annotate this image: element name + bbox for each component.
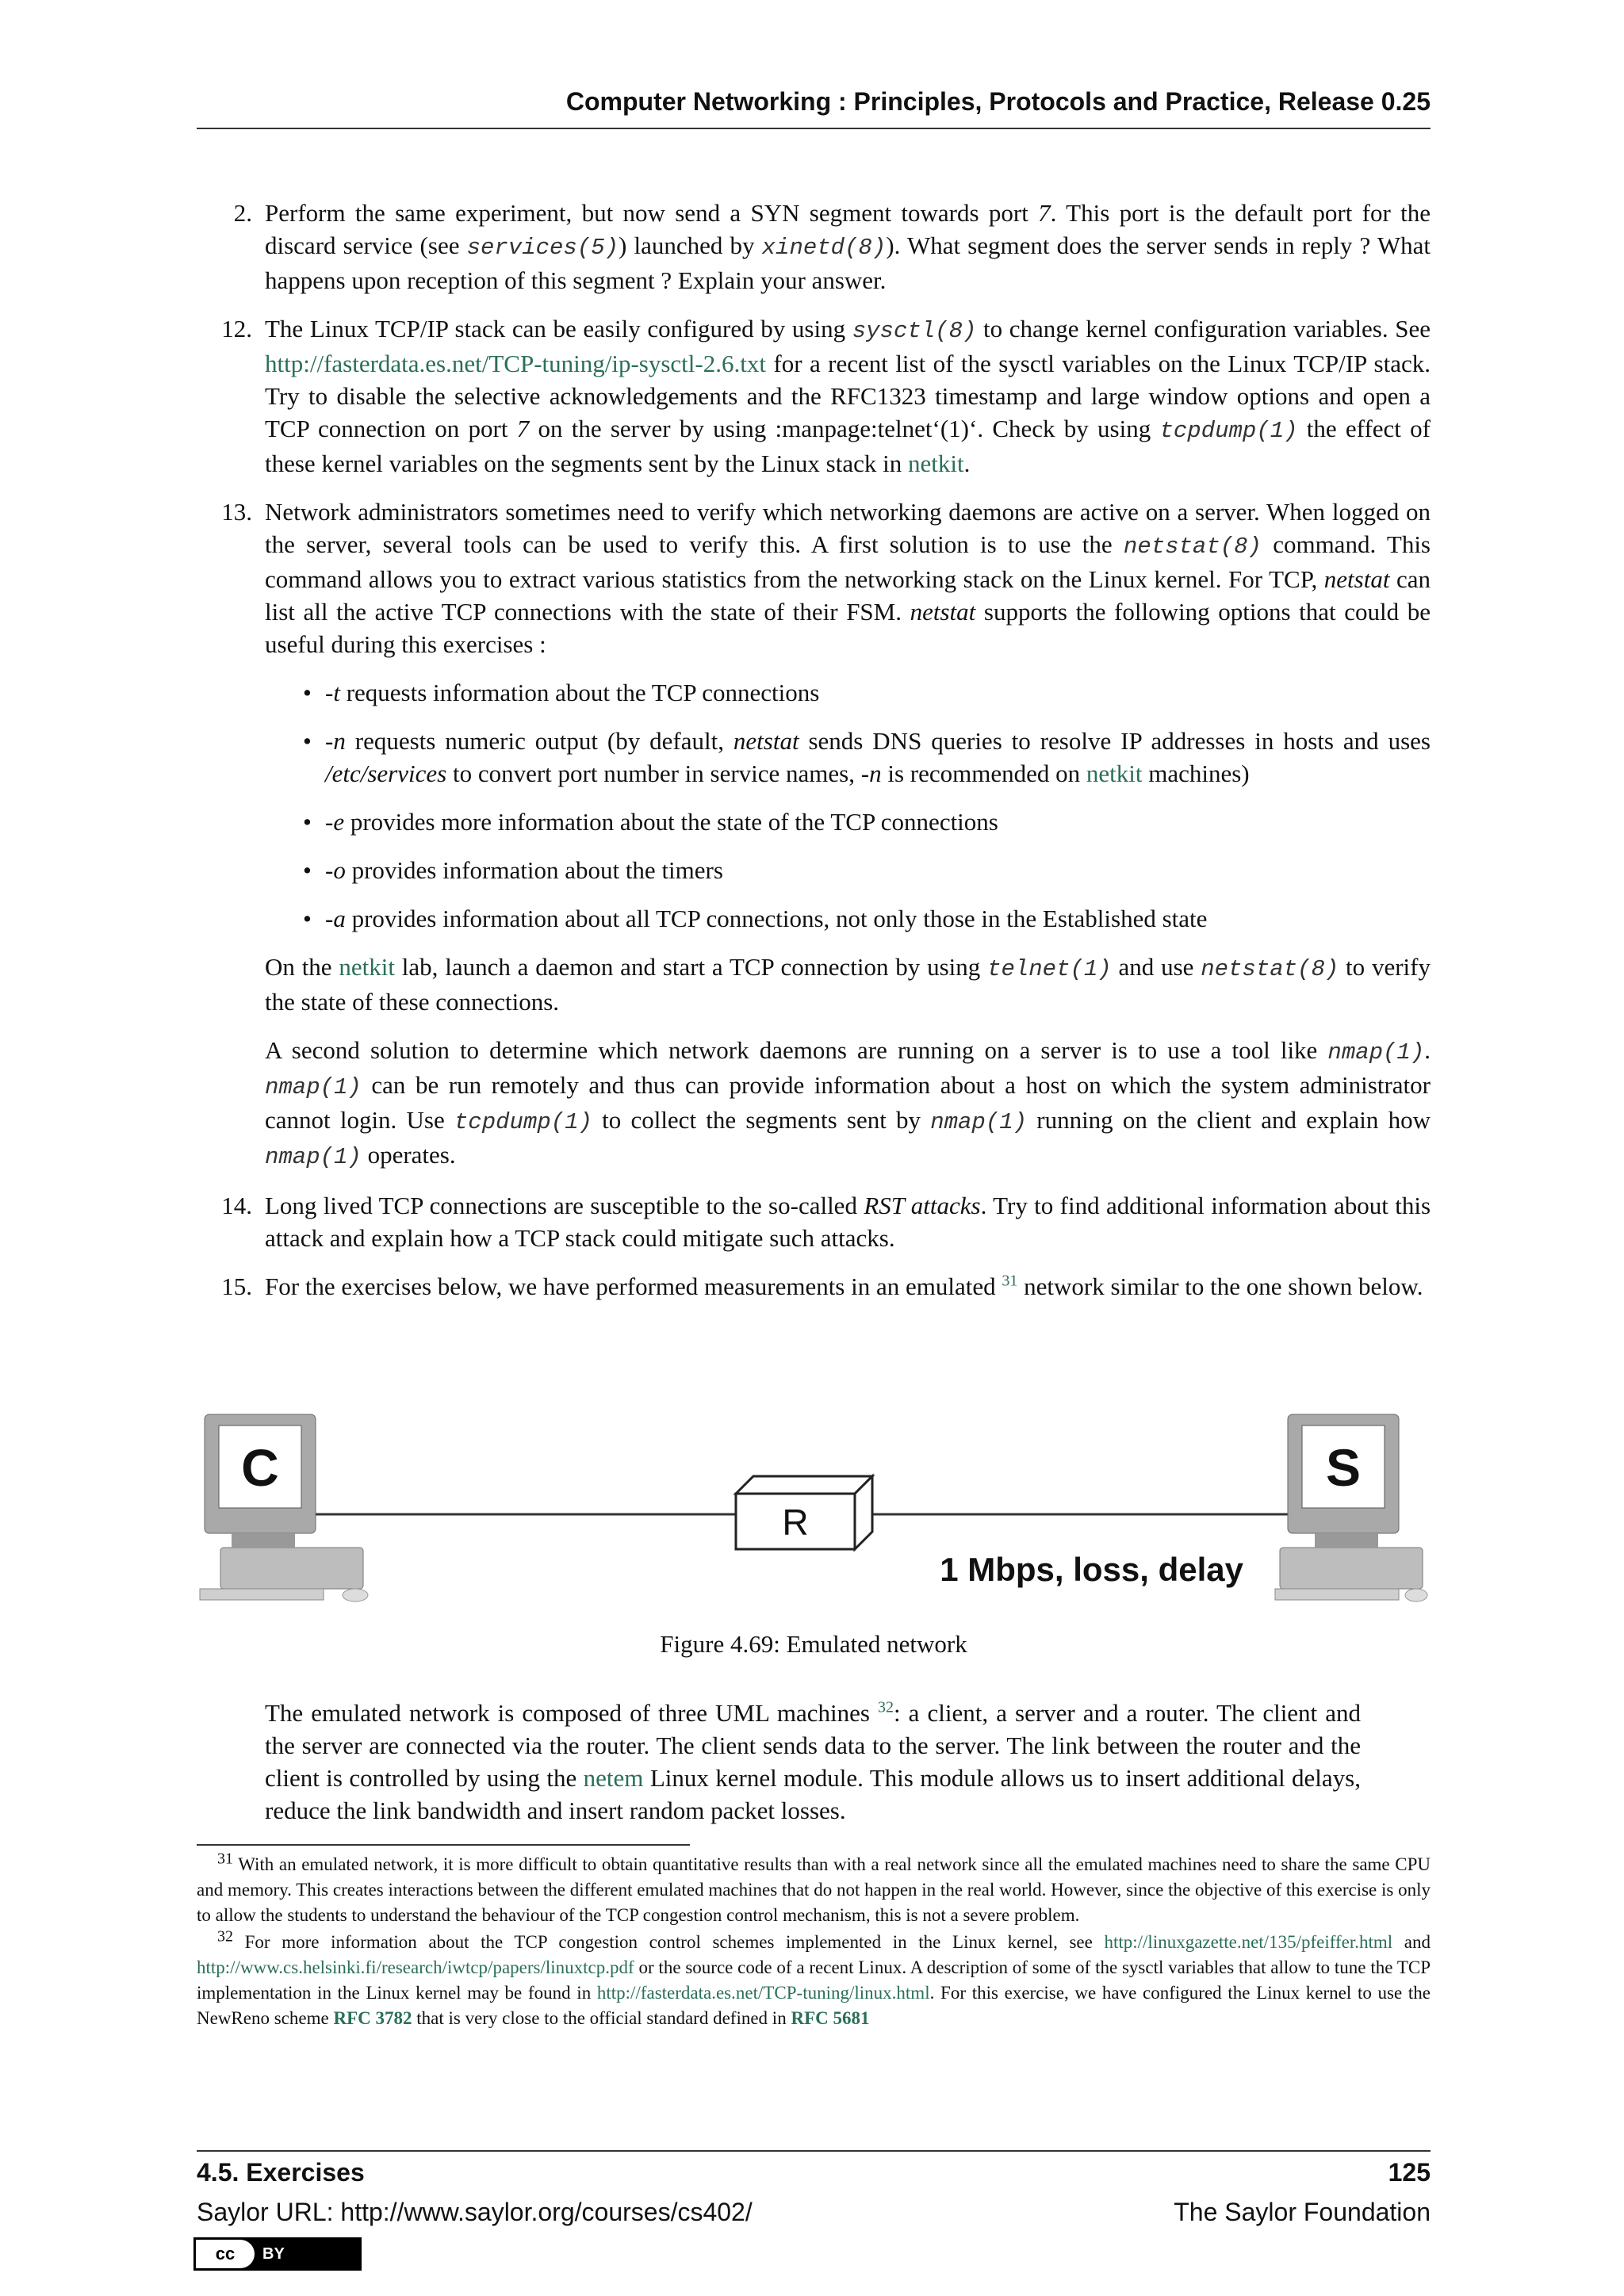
item-number: 12. <box>221 315 252 342</box>
netem-link[interactable]: netem <box>583 1764 644 1792</box>
exercise-item-15: 15. For the exercises below, we have performed measurements in an emulated $^{31}$ network similar to the one shown below. <box>197 1270 1431 1303</box>
manpage-ref: netstat(8) <box>1201 956 1339 982</box>
list-item: • -e provides more information about the state of the TCP connections <box>303 808 998 836</box>
section-title: 4.5. Exercises <box>197 2158 365 2187</box>
saylor-url: Saylor URL: http://www.saylor.org/courses/cs402/ <box>197 2198 753 2226</box>
item-number: 13. <box>221 498 252 526</box>
manpage-ref: tcpdump(1) <box>454 1109 592 1135</box>
running-header: Computer Networking : Principles, Protocols and Practice, Release 0.25 <box>197 87 1431 129</box>
rfc-5681-link[interactable]: RFC 5681 <box>791 2008 870 2028</box>
list-item: • -n requests numeric output (by default, netstat sends DNS queries to resolve IP addresses in hosts and uses /etc/services to convert port number in service names, -n is recommended on netkit machines) <box>303 727 1431 787</box>
server-computer-icon <box>1275 1414 1427 1601</box>
linuxgazette-link[interactable]: http://linuxgazette.net/135/pfeiffer.html <box>1104 1932 1393 1952</box>
cc-by-license-badge <box>193 2237 362 2271</box>
footnote-ref-31[interactable]: 31 <box>1002 1272 1018 1290</box>
fasterdata-linux-link[interactable]: http://fasterdata.es.net/TCP-tuning/linux.html <box>596 1983 930 2003</box>
item-number: 15. <box>221 1272 252 1300</box>
manpage-ref: tcpdump(1) <box>1159 418 1298 444</box>
list-item: • -a provides information about all TCP connections, not only those in the Established state <box>303 905 1208 932</box>
netstat-options-list <box>265 676 1431 935</box>
footnote-32: $^{32}$ For more information about the TCP congestion control schemes implemented in the Linux kernel, see http://linuxgazette.net/135/pfeiffer.html and http://www.cs.helsinki.fi/research/iwtcp/papers/linuxtcp.pdf or the source code of a recent Linux. A description of some of the sysctl variables that allow to tune the TCP implementation in the Linux kernel may be found in http://fasterdata.es.net/TCP-tuning/linux.html. For this exercise, we have configured the Linux kernel to use the NewReno scheme RFC 3782 that is very close to the official standard defined in RFC 5681 <box>197 1927 1431 2028</box>
exercise-item-12: 12. The Linux TCP/IP stack can be easily configured by using sysctl(8) to change kernel configuration variables. See http://fasterdata.es.net/TCP-tuning/ip-sysctl-2.6.txt for a recent list of the sysctl variables on the Linux TCP/IP stack. Try to disable the selective acknowledgements and the RFC1323 timestamp and large window options and open a TCP connection on port 7 on the server by using :manpage:telnet‘(1)‘. Check by using tcpdump(1) the effect of these kernel variables on the segments sent by the Linux stack in netkit. <box>197 312 1431 480</box>
router-box-icon <box>736 1476 872 1549</box>
cc-icon: cc <box>196 2240 255 2268</box>
netkit-link[interactable]: netkit <box>907 450 964 477</box>
footer-divider <box>197 2150 1431 2152</box>
helsinki-paper-link[interactable]: http://www.cs.helsinki.fi/research/iwtcp/papers/linuxtcp.pdf <box>197 1957 634 1977</box>
list-item: • -o provides information about the timers <box>303 856 723 884</box>
exercise-item-14: 14. Long lived TCP connections are susceptible to the so-called RST attacks. Try to find additional information about this attack and explain how a TCP stack could mitigate such attacks. <box>197 1189 1431 1254</box>
server-label: S <box>1325 1438 1362 1497</box>
manpage-ref: xinetd(8) <box>761 235 887 261</box>
manpage-ref: nmap(1) <box>930 1109 1028 1135</box>
paragraph: Network administrators sometimes need to verify which networking daemons are active on a server. When logged on the server, several tools can be used to verify this. A first solution is to use the netstat(8) command. This command allows you to extract various statistics from the networking stack on the Linux kernel. For TCP, netstat can list all the active TCP connections with the state of their FSM. netstat supports the following options that could be useful during this exercises : <box>265 498 1431 658</box>
client-computer-icon <box>200 1414 368 1601</box>
client-label: C <box>241 1438 279 1497</box>
emulated-network-figure <box>197 1413 1431 1603</box>
manpage-ref: netstat(8) <box>1123 534 1262 560</box>
paragraph: On the netkit lab, launch a daemon and start a TCP connection by using telnet(1) and use netstat(8) to verify the state of these connections. <box>265 953 1431 1016</box>
item-number: 14. <box>221 1192 252 1219</box>
saylor-foundation: The Saylor Foundation <box>1174 2198 1431 2226</box>
main-text <box>197 197 1431 1318</box>
exercise-item-13 <box>197 496 1431 1173</box>
emulated-network-paragraph: The emulated network is composed of three UML machines $^{32}$: a client, a server and a router. The client and the server are connected via the router. The client sends data to the server. The link between the router and the client is controlled by using the netem Linux kernel module. This module allows us to insert additional delays, reduce the link bandwidth and insert random packet losses. <box>265 1698 1362 1824</box>
footnote-31: $^{31}$ With an emulated network, it is more difficult to obtain quantitative results than with a real network since all the emulated machines need to share the same CPU and memory. This creates interactions between the different emulated machines that do not happen in the real world. However, since the objective of this exercise is only to allow the students to understand the behaviour of the TCP congestion control mechanism, this is not a severe problem. <box>197 1850 1431 1925</box>
list-item: • -t requests information about the TCP connections <box>303 679 820 706</box>
sysctl-doc-link[interactable]: http://fasterdata.es.net/TCP-tuning/ip-sysctl-2.6.txt <box>265 350 766 377</box>
manpage-ref: services(5) <box>466 235 619 261</box>
netkit-link[interactable]: netkit <box>1086 760 1143 787</box>
paragraph: A second solution to determine which network daemons are running on a server is to use a tool like nmap(1). nmap(1) can be run remotely and thus can provide information about a host on which the system administrator cannot login. Use tcpdump(1) to collect the segments sent by nmap(1) running on the client and explain how nmap(1) operates. <box>265 1036 1431 1170</box>
manpage-ref: nmap(1) <box>265 1074 362 1100</box>
netkit-link[interactable]: netkit <box>339 953 395 981</box>
network-diagram <box>197 1413 1431 1603</box>
manpage-ref: nmap(1) <box>1327 1039 1425 1066</box>
by-label: BY <box>262 2244 285 2263</box>
footnote-divider <box>197 1844 690 1846</box>
rfc-3782-link[interactable]: RFC 3782 <box>333 2008 412 2028</box>
footnotes <box>197 1852 1431 2033</box>
page-number: 125 <box>1388 2158 1431 2187</box>
exercise-item-2: 2. Perform the same experiment, but now send a SYN segment towards port 7. This port is the default port for the discard service (see services(5)) launched by xinetd(8)). What segment does the server sends in reply ? What happens upon reception of this segment ? Explain your answer. <box>197 197 1431 297</box>
manpage-ref: nmap(1) <box>265 1144 362 1170</box>
link-characteristics-label: 1 Mbps, loss, delay <box>940 1551 1243 1588</box>
manpage-ref: sysctl(8) <box>852 318 977 344</box>
router-label: R <box>782 1502 809 1543</box>
item-number: 2. <box>233 199 252 227</box>
figure-caption: Figure 4.69: Emulated network <box>660 1630 967 1658</box>
footnote-ref-32[interactable]: 32 <box>878 1698 894 1716</box>
manpage-ref: telnet(1) <box>987 956 1112 982</box>
